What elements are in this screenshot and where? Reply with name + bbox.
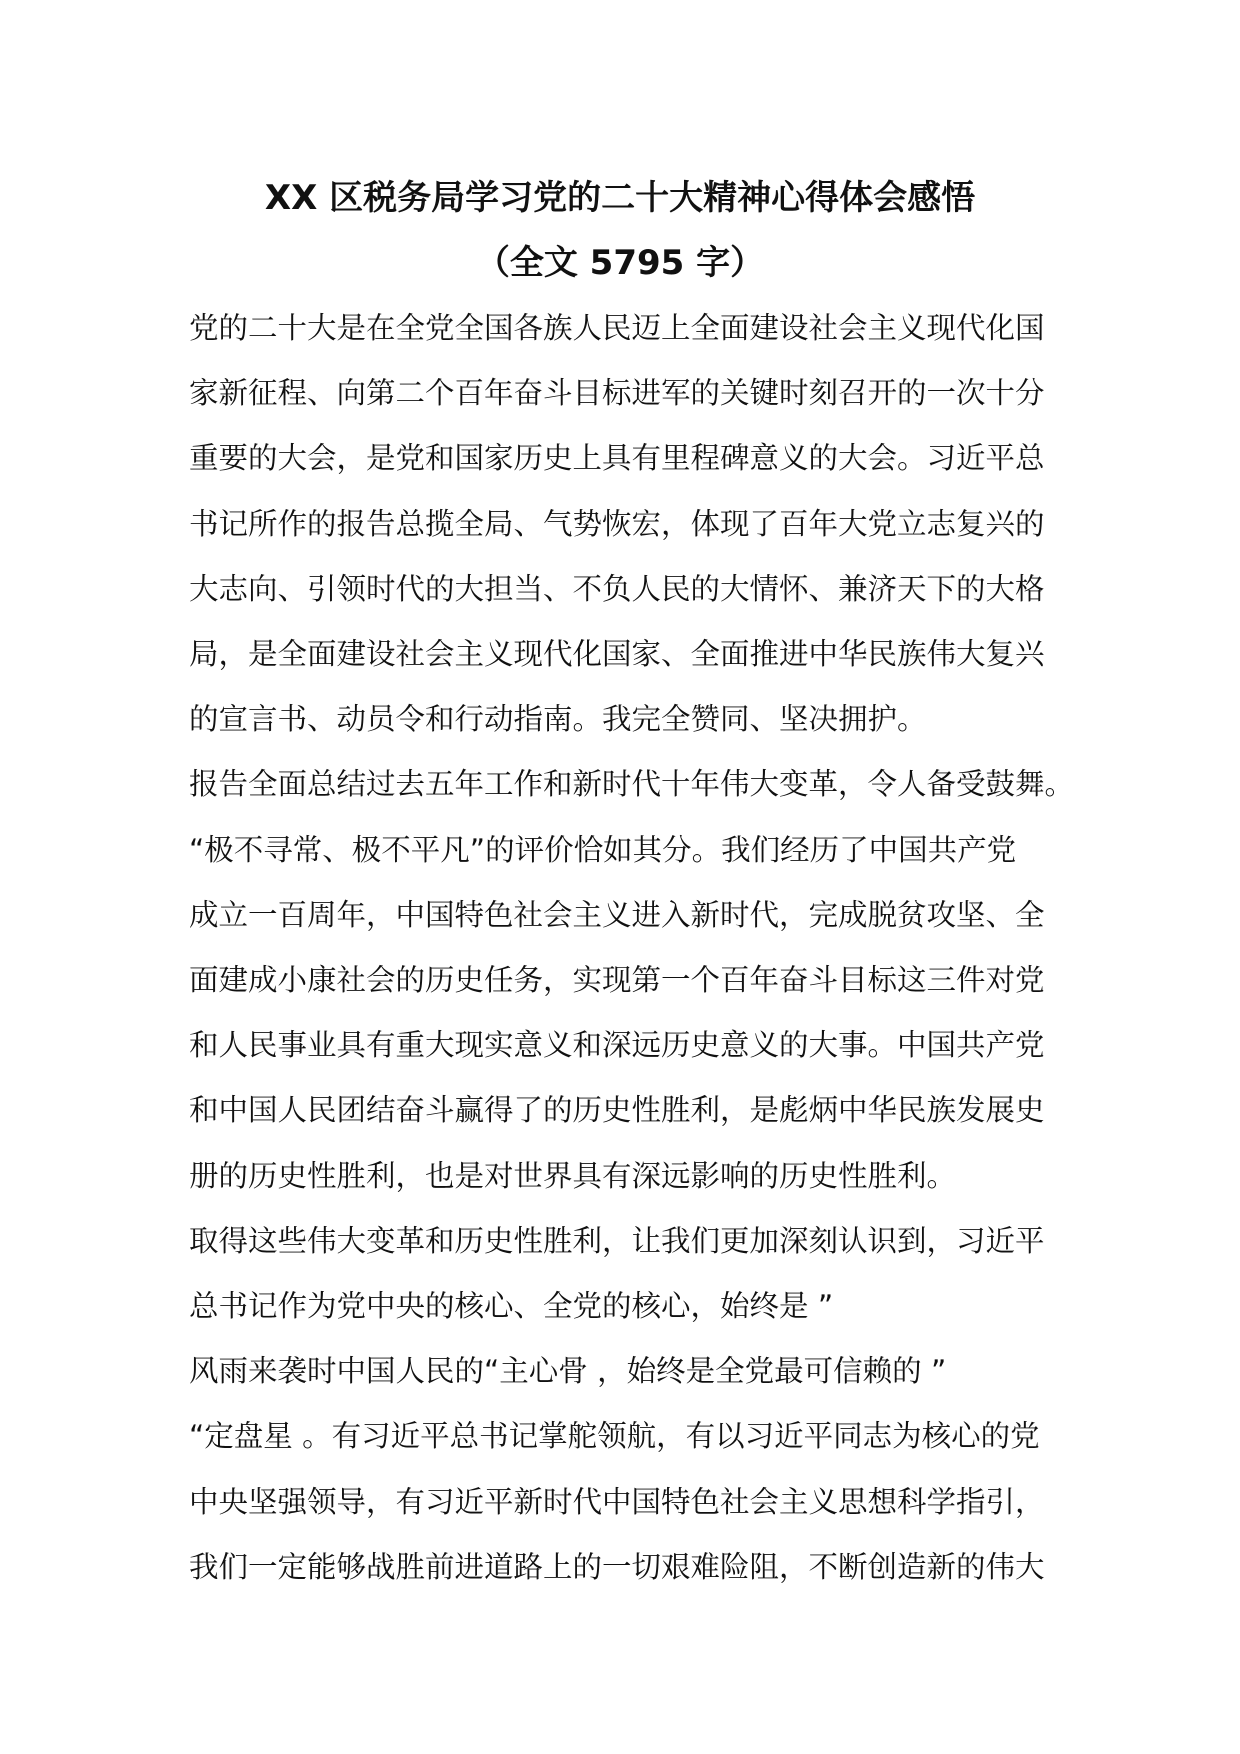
text-line: 我们一定能够战胜前进道路上的一切艰难险阻，不断创造新的伟大 (189, 1549, 1045, 1584)
paragraph (189, 752, 1089, 1208)
text-line: 册的历史性胜利，也是对世界具有深远影响的历史性胜利。 (189, 1158, 957, 1193)
text-line: “定盘星 。有习近平总书记掌舵领航，有以习近平同志为核心的党 (189, 1419, 1040, 1454)
text-line: 和中国人民团结奋斗赢得了的历史性胜利，是彪炳中华民族发展史 (189, 1093, 1045, 1128)
text-line: 中央坚强领导，有习近平新时代中国特色社会主义思想科学指引， (189, 1484, 1045, 1519)
document-title: XX 区税务局学习党的二十大精神心得体会感悟 (264, 178, 976, 218)
text-line: 和人民事业具有重大现实意义和深远历史意义的大事。中国共产党 (189, 1028, 1045, 1063)
document-subtitle: （全文 5795 字） (475, 243, 765, 283)
document-body (189, 296, 1089, 1600)
text-line: 重要的大会，是党和国家历史上具有里程碑意义的大会。习近平总 (189, 441, 1045, 476)
text-line: 取得这些伟大变革和历史性胜利，让我们更加深刻认识到，习近平 (189, 1223, 1045, 1258)
text-line: 大志向、引领时代的大担当、不负人民的大情怀、兼济天下的大格 (189, 571, 1045, 606)
text-line: 的宣言书、动员令和行动指南。我完全赞同、坚决拥护。 (189, 702, 927, 737)
text-line: 局，是全面建设社会主义现代化国家、全面推进中华民族伟大复兴 (189, 637, 1045, 672)
text-line: 党的二十大是在全党全国各族人民迈上全面建设社会主义现代化国 (189, 311, 1045, 345)
text-line: “极不寻常、极不平凡”的评价恰如其分。我们经历了中国共产党 (189, 832, 1017, 867)
text-line: 面建成小康社会的历史任务，实现第一个百年奋斗目标这三件对党 (189, 963, 1045, 998)
text-line: 报告全面总结过去五年工作和新时代十年伟大变革，令人备受鼓舞。 (189, 767, 1075, 802)
paragraph (189, 1209, 1089, 1600)
text-line: 家新征程、向第二个百年奋斗目标进军的关键时刻召开的一次十分 (189, 376, 1045, 411)
paragraph (189, 296, 1089, 752)
text-line: 书记所作的报告总揽全局、气势恢宏，体现了百年大党立志复兴的 (189, 506, 1045, 541)
text-line: 风雨来袭时中国人民的“主心骨 ，始终是全党最可信赖的 ” (189, 1354, 947, 1389)
text-line: 成立一百周年，中国特色社会主义进入新时代，完成脱贫攻坚、全 (189, 897, 1045, 932)
text-line: 总书记作为党中央的核心、全党的核心，始终是 ” (189, 1289, 834, 1324)
